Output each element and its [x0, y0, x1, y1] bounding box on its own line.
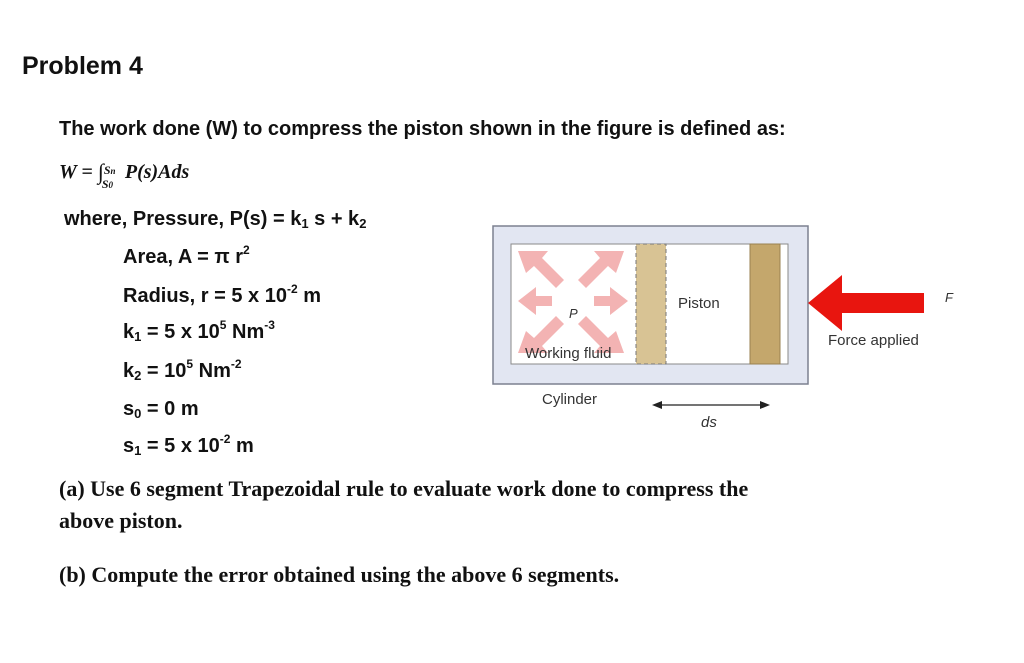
lower-limit-sub: 0: [108, 180, 114, 190]
formula-lhs: W =: [59, 161, 93, 183]
area-definition: Area, A = π $r^2$: [123, 243, 250, 268]
question-a-line2: above piston.: [59, 508, 183, 533]
problem-title: Problem 4: [22, 52, 143, 80]
ds-label: ds: [701, 414, 717, 431]
integrand: P(s)Ads: [124, 161, 190, 183]
k2-definition: $k_2 = 10^5$ $Nm^{-2}$: [123, 357, 242, 383]
pressure-label: P: [569, 306, 578, 321]
radius-definition: Radius, r = 5 x $10^{-2}$ m: [123, 282, 321, 307]
lower-limit: S: [101, 177, 109, 191]
intro-text: The work done (W) to compress the piston shown in the figure is defined as:: [59, 118, 786, 140]
force-arrow: [808, 275, 924, 331]
piston-block: [750, 244, 780, 364]
cylinder-label: Cylinder: [542, 391, 598, 408]
working-fluid-label: Working fluid: [525, 345, 612, 362]
upper-limit: S: [103, 163, 111, 177]
question-b: (b) Compute the error obtained using the above 6 segments.: [59, 562, 620, 587]
work-formula: [59, 158, 190, 191]
question-a-line1: (a) Use 6 segment Trapezoidal rule to evaluate work done to compress the: [59, 476, 749, 501]
initial-piston-position: [636, 244, 666, 364]
upper-limit-sub: n: [110, 166, 116, 176]
s1-definition: $s_1 = 5$ x $10^{-2}$ m: [123, 432, 254, 458]
ds-arrow-right-head: [760, 401, 770, 409]
piston-label: Piston: [678, 295, 720, 312]
k1-definition: $k_1 = 5$ x $10^5$ $Nm^{-3}$: [123, 318, 275, 344]
pressure-definition: where, Pressure, $P(s) = k_1$ $s + k_2$: [64, 208, 367, 231]
force-applied-label: Force applied: [828, 332, 919, 349]
integral-sign: ∫: [97, 159, 104, 184]
force-symbol-label: F: [945, 290, 953, 305]
ds-arrow-left-head: [652, 401, 662, 409]
s0-definition: $s_0 = 0$ m: [123, 398, 199, 421]
